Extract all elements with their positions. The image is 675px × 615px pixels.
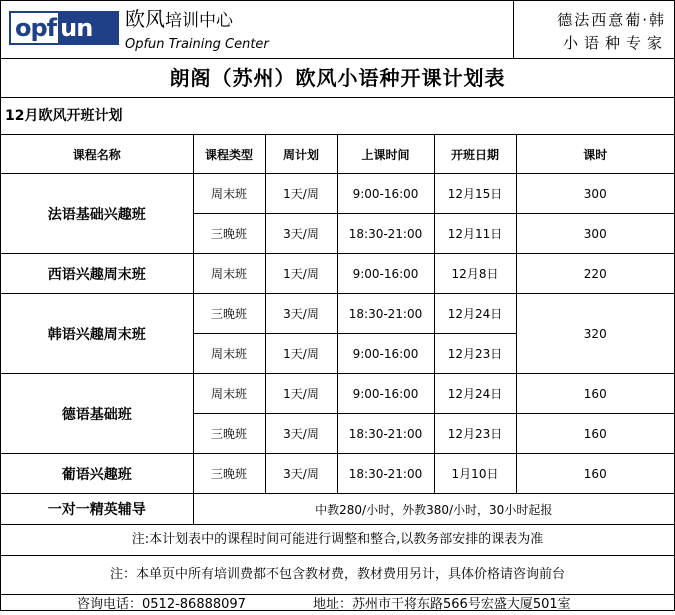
week-plan: 3天/周 [265,294,337,334]
slogan-line-1: 德法西意葡·韩 [557,11,666,29]
week-plan: 1天/周 [265,174,337,214]
table-row [1,254,674,294]
plan-subtitle: 12月欧风开班计划 [1,98,674,135]
start-date: 12月23日 [434,334,516,374]
col-header-hours: 课时 [516,135,674,174]
table-row [1,374,674,414]
course-type: 周末班 [193,374,265,414]
fee-note: 注：本单页中所有培训费都不包含教材费，教材费用另计，具体价格请咨询前台 [1,556,674,595]
class-hours: 320 [516,294,674,374]
class-hours: 300 [516,214,674,254]
one-on-one-row [1,494,674,525]
class-time: 9:00-16:00 [337,254,434,294]
week-plan: 3天/周 [265,414,337,454]
course-type: 三晚班 [193,414,265,454]
contact-address: 地址：苏州市干将东路566号宏盛大厦501室 [313,597,571,612]
one-on-one-desc: 中教280/小时，外教380/小时，30小时起报 [193,494,674,525]
contact-phone: 咨询电话：0512-86888097 [77,597,246,612]
course-name: 法语基础兴趣班 [1,174,193,254]
course-type: 三晚班 [193,294,265,334]
header [1,1,674,59]
slogan-box [513,1,674,58]
course-type: 三晚班 [193,214,265,254]
logo-left-text: opf [11,13,58,43]
col-header-course: 课程名称 [1,135,193,174]
class-time: 9:00-16:00 [337,334,434,374]
course-type: 周末班 [193,174,265,214]
start-date: 12月24日 [434,374,516,414]
course-type: 三晚班 [193,454,265,494]
week-plan: 3天/周 [265,214,337,254]
slogan-line-2: 小语种专家 [562,34,668,52]
footer [1,595,674,615]
course-type: 周末班 [193,254,265,294]
start-date: 12月15日 [434,174,516,214]
col-header-week: 周计划 [265,135,337,174]
table-row [1,174,674,214]
one-on-one-name: 一对一精英辅导 [1,494,193,525]
class-hours: 220 [516,254,674,294]
course-name: 西语兴趣周末班 [1,254,193,294]
class-time: 18:30-21:00 [337,414,434,454]
opfun-logo [9,11,119,45]
start-date: 12月24日 [434,294,516,334]
col-header-time: 上课时间 [337,135,434,174]
start-date: 12月11日 [434,214,516,254]
schedule-table [1,135,674,525]
page-title: 朗阁（苏州）欧风小语种开课计划表 [1,59,674,98]
logo-right-text: un [58,13,117,43]
course-type: 周末班 [193,334,265,374]
week-plan: 3天/周 [265,454,337,494]
course-name: 德语基础班 [1,374,193,454]
week-plan: 1天/周 [265,374,337,414]
brand-en: Opfun Training Center [125,37,269,52]
class-hours: 300 [516,174,674,214]
class-time: 18:30-21:00 [337,294,434,334]
brand-name [125,7,269,52]
table-header-row [1,135,674,174]
col-header-date: 开班日期 [434,135,516,174]
table-row [1,294,674,334]
class-time: 9:00-16:00 [337,174,434,214]
week-plan: 1天/周 [265,334,337,374]
col-header-type: 课程类型 [193,135,265,174]
class-hours: 160 [516,454,674,494]
class-hours: 160 [516,414,674,454]
class-hours: 160 [516,374,674,414]
course-name: 葡语兴趣班 [1,454,193,494]
class-time: 18:30-21:00 [337,214,434,254]
class-time: 18:30-21:00 [337,454,434,494]
brand-cn-rest: 培训中心 [165,11,233,31]
brand-cn-main: 欧风 [125,7,165,31]
brand-cn [125,7,269,33]
start-date: 12月23日 [434,414,516,454]
schedule-note: 注:本计划表中的课程时间可能进行调整和整合,以教务部安排的课表为准 [1,525,674,556]
week-plan: 1天/周 [265,254,337,294]
table-row [1,454,674,494]
start-date: 1月10日 [434,454,516,494]
start-date: 12月8日 [434,254,516,294]
class-time: 9:00-16:00 [337,374,434,414]
course-name: 韩语兴趣周末班 [1,294,193,374]
